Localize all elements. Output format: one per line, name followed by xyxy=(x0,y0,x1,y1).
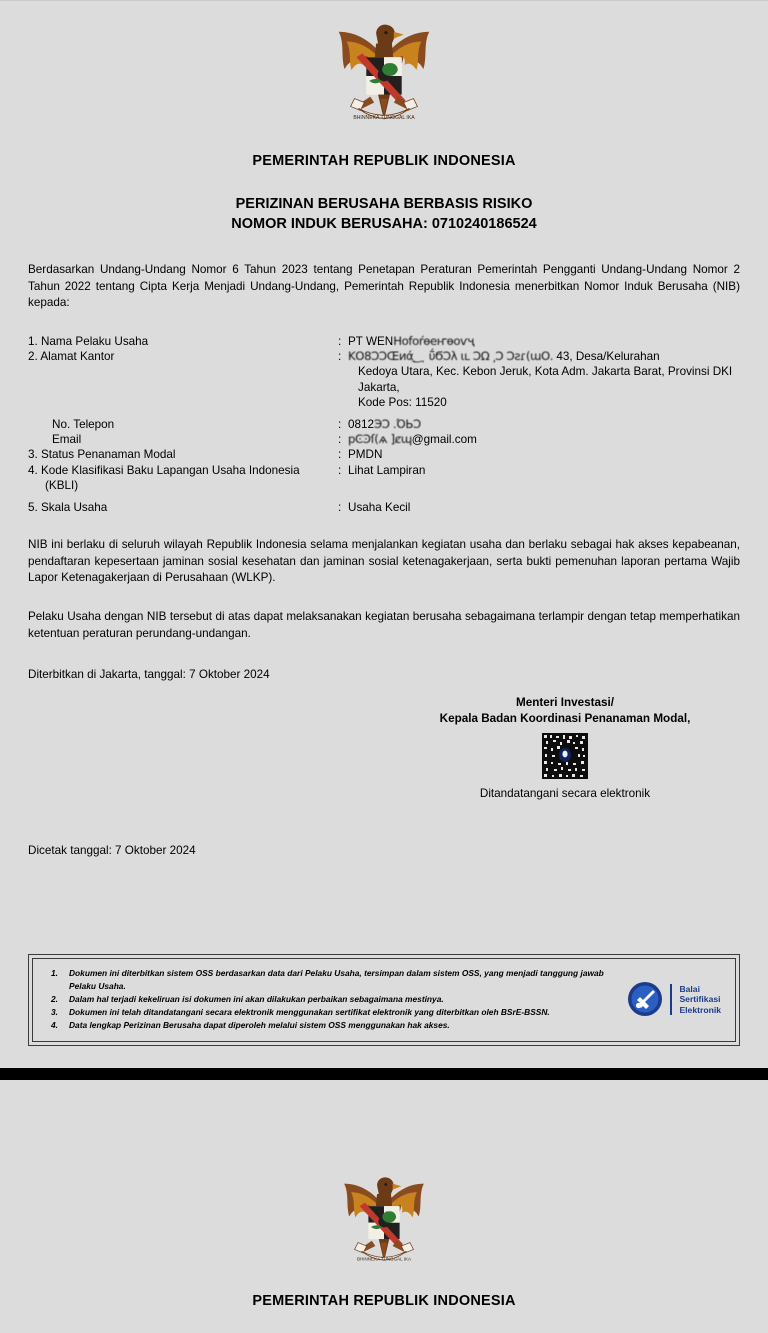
document-title-line2: NOMOR INDUK BERUSAHA: 0710240186524 xyxy=(231,215,537,232)
signature-note: Ditandatangani secara elektronik xyxy=(479,786,651,800)
field-separator: : xyxy=(338,500,342,514)
field-label-status-penanaman-modal: 3. Status Penanaman Modal xyxy=(28,448,176,462)
document-title-line1: PERIZINAN BERUSAHA BERBASIS RISIKO xyxy=(235,196,533,212)
footer-notes-inner xyxy=(32,958,736,1042)
list-item xyxy=(43,993,615,1006)
field-row-telepon xyxy=(28,417,740,432)
footer-notes-box xyxy=(28,954,740,1046)
field-separator: : xyxy=(338,350,342,364)
field-separator: : xyxy=(338,463,342,477)
field-value-skala-usaha: Usaha Kecil xyxy=(348,500,411,514)
business-details-list xyxy=(28,334,740,515)
note-text: Dokumen ini telah ditandatangani secara elektronik menggunakan sertifikat elektronik yang diterbitkan oleh BSrE-BSSN. xyxy=(69,1006,550,1017)
svg-text:BHINNEKA TUNGGAL IKA: BHINNEKA TUNGGAL IKA xyxy=(356,1256,412,1262)
note-text: Dalam hal terjadi kekeliruan isi dokumen ini akan dilakukan perbaikan sebagaimana mestinya. xyxy=(69,993,444,1004)
note-text: Dokumen ini diterbitkan sistem OSS berdasarkan data dari Pelaku Usaha, tersimpan dalam sistem OSS, yang menjadi tanggung jawab Pelaku Usaha. xyxy=(69,967,604,991)
validity-paragraph: NIB ini berlaku di seluruh wilayah Republik Indonesia selama menjalankan kegiatan usaha dan berlaku sebagai hak akses kepabeanan, pendaftaran kepesertaan jaminan sosial kesehatan dan jaminan sosial ketenagakerjaan, serta bukti pemenuhan laporan pertama Wajib Lapor Ketenagakerjaan di Perusahaan (WLKP). xyxy=(28,538,740,585)
field-row-status-penanaman-modal xyxy=(28,447,740,462)
note-number: 2. xyxy=(51,993,58,1004)
bsre-line2: Sertifikasi xyxy=(679,994,721,1005)
spacer xyxy=(28,410,740,417)
page-top-rule xyxy=(0,0,768,1)
field-label-kbli-line2: (KBLI) xyxy=(45,478,79,492)
address-street-redacted: ΚΟ8ϽϽŒиά ͜ͅ ͺ ΰ̄ϬϽλ ιʟ ϽΩ ͵Ͻ Ͻƨɾ(ɯΟ. xyxy=(348,349,554,364)
field-row-alamat-kantor xyxy=(28,349,740,410)
field-label-telepon: No. Telepon xyxy=(52,417,115,431)
document-page-2 xyxy=(0,1080,768,1333)
document-title xyxy=(28,195,740,234)
field-value-nama-pelaku-usaha xyxy=(348,334,740,349)
address-line-3: Jakarta, xyxy=(358,380,400,394)
activity-paragraph: Pelaku Usaha dengan NIB tersebut di atas dapat melaksanakan kegiatan berusaha sebagaimana terlampir dengan tetap memperhatikan ketentuan peraturan perundang-undangan. xyxy=(28,610,740,640)
field-row-skala-usaha xyxy=(28,500,740,515)
field-separator: : xyxy=(338,417,342,431)
page-separator-bar xyxy=(0,1068,768,1080)
note-text: Data lengkap Perizinan Berusaha dapat diperoleh melalui sistem OSS menggunakan hak akses. xyxy=(69,1019,450,1030)
list-item xyxy=(43,967,615,993)
government-title-page2: PEMERINTAH REPUBLIK INDONESIA xyxy=(252,1293,516,1309)
company-name-redacted: Hоfоŕѳеҥѳоѵҷ xyxy=(393,333,475,348)
address-postal-code: Kode Pos: 11520 xyxy=(358,395,447,409)
svg-text:BHINNEKA TUNGGAL IKA: BHINNEKA TUNGGAL IKA xyxy=(353,115,415,122)
emblem-container-page2 xyxy=(28,1168,740,1277)
email-domain: @gmail.com xyxy=(411,433,477,447)
government-title: PEMERINTAH REPUBLIK INDONESIA xyxy=(252,153,516,169)
field-label-nama-pelaku-usaha: 1. Nama Pelaku Usaha xyxy=(28,334,149,348)
field-separator: : xyxy=(338,433,342,447)
phone-visible: 0812 xyxy=(348,417,375,431)
address-street-tail: 43, Desa/Kelurahan xyxy=(556,350,660,364)
list-item xyxy=(43,1019,615,1032)
note-number: 4. xyxy=(51,1019,58,1030)
bsre-logo xyxy=(627,981,725,1017)
printed-line: Dicetak tanggal: 7 Oktober 2024 xyxy=(28,843,196,857)
field-label-skala-usaha: 5. Skala Usaha xyxy=(28,500,108,514)
intro-paragraph: Berdasarkan Undang-Undang Nomor 6 Tahun 2023 tentang Penetapan Peraturan Pemerintah Pengganti Undang-Undang Nomor 2 Tahun 2022 tentang Cipta Kerja Menjadi Undang-Undang, Pemerintah Republik Indonesia menerbitkan Nomor Induk Berusaha (NIB) kepada: xyxy=(28,263,740,310)
field-separator: : xyxy=(338,448,342,462)
signatory-title-line1: Menteri Investasi/ xyxy=(515,696,615,710)
footer-notes-list xyxy=(43,967,615,1032)
bsre-line1: Balai xyxy=(679,983,700,994)
address-line-1 xyxy=(348,349,740,364)
field-value-alamat-kantor xyxy=(348,349,740,410)
emblem-container-page1 xyxy=(28,14,740,137)
address-line-2: Kedoya Utara, Kec. Kebon Jeruk, Kota Adm. Jakarta Barat, Provinsi DKI xyxy=(358,365,733,379)
field-value-telepon xyxy=(348,417,740,432)
email-local-redacted: pϾϿſ(ѧ ]ȼɰ xyxy=(348,432,412,447)
signatory-title-line2: Kepala Badan Koordinasi Penanaman Modal, xyxy=(439,712,691,726)
bsre-line3: Elektronik xyxy=(679,1004,721,1015)
issued-line: Diterbitkan di Jakarta, tanggal: 7 Oktober 2024 xyxy=(28,668,270,682)
field-row-kbli xyxy=(28,463,740,493)
field-label-alamat-kantor: 2. Alamat Kantor xyxy=(28,350,115,364)
field-separator: : xyxy=(338,334,342,348)
spacer xyxy=(28,493,740,500)
signature-block xyxy=(400,695,730,800)
garuda-pancasila-emblem xyxy=(332,1168,436,1272)
electronic-signature-qr-stamp xyxy=(542,733,588,779)
bsre-logo-text xyxy=(670,984,721,1015)
field-value-email xyxy=(348,432,740,447)
field-label-email: Email xyxy=(52,433,82,447)
field-value-status-penanaman-modal: PMDN xyxy=(348,448,383,462)
field-label-kbli-line1: 4. Kode Klasifikasi Baku Lapangan Usaha Indonesia xyxy=(28,463,300,477)
field-value-kbli: Lihat Lampiran xyxy=(348,463,426,477)
note-number: 1. xyxy=(51,967,58,978)
field-row-email xyxy=(28,432,740,447)
note-number: 3. xyxy=(51,1006,58,1017)
field-row-nama-pelaku-usaha xyxy=(28,334,740,349)
company-name-visible: PT WEN xyxy=(348,334,394,348)
garuda-pancasila-emblem xyxy=(325,14,443,132)
field-label-kbli xyxy=(28,463,338,493)
phone-redacted: ЭϽ .ΌЬϽ xyxy=(374,416,421,431)
key-circle-icon xyxy=(627,981,663,1017)
list-item xyxy=(43,1006,615,1019)
